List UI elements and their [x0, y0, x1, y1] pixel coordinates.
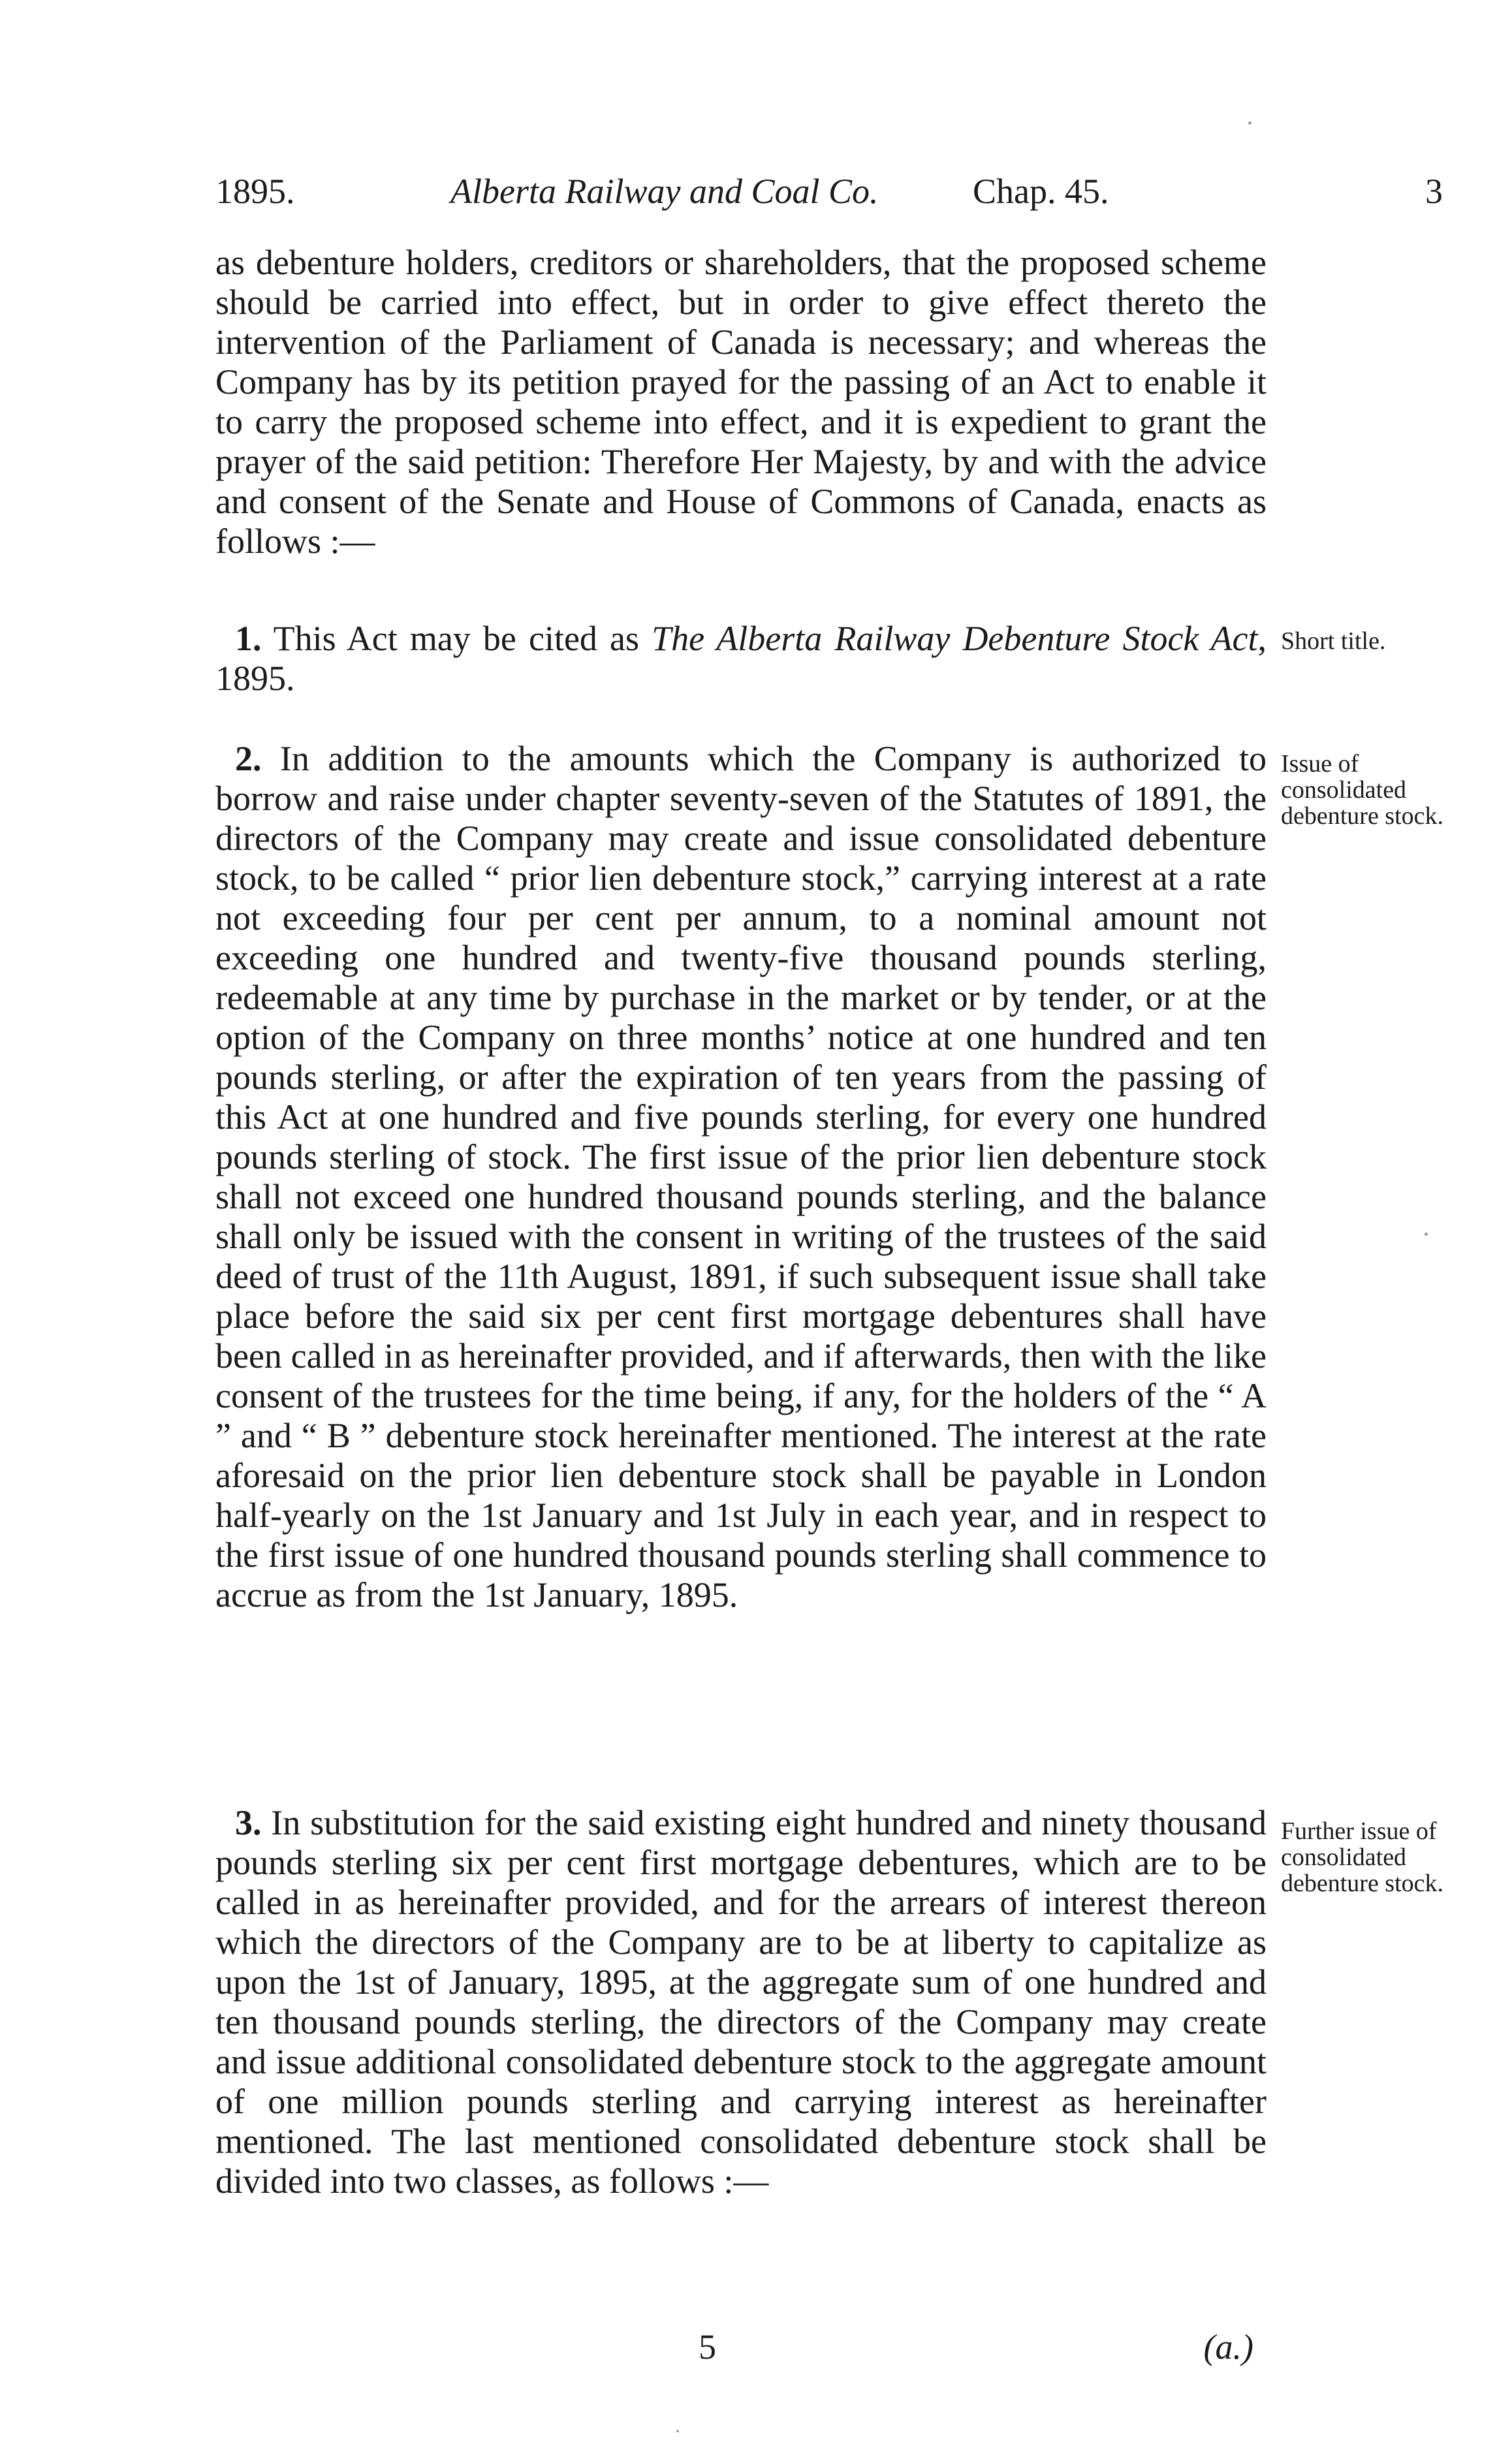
section-2-text: In addition to the amounts which the Company is authorized to borrow and raise under chapter seventy-seven of the Statutes of 1891, the directors of the Company may create and issue consolidated debenture stock, to be called “ prior lien debenture stock,” carrying interest at a rate not exceeding four per cent per annum, to a nominal amount not exceeding one hundred and twenty-five thousand pounds sterling, redeemable at any time by purchase in the market or by tender, or at the option of the Company on three months’ notice at one hundred and ten pounds sterling, or after the expiration of ten years from the passing of this Act at one hundred and five pounds sterling, for every one hundred pounds sterling of stock. The first issue of the prior lien debenture stock shall not exceed one hundred thousand pounds sterling, and the balance shall only be issued with the consent in writing of the trustees of the said deed of trust of the 11th August, 1891, if such subsequent issue shall take place before the said six per cent first mortgage debentures shall have been called in as hereinafter provided, and if afterwards, then with the like consent of the trustees for the time being, if any, for the holders of the “ A ” and “ B ” debenture stock hereinafter mentioned. The interest at the rate aforesaid on the prior lien debenture stock shall be payable in London half-yearly on the 1st January and 1st July in each year, and in respect to the first issue of one hundred thousand pounds sterling shall commence to accrue as from the 1st January, 1895. — [215, 739, 1267, 1614]
section-1 — [215, 619, 1267, 699]
section-1-text-after: , 1895. — [215, 619, 1267, 698]
sidenote-short-title: Short title. — [1281, 627, 1386, 655]
section-1-number: 1. — [235, 619, 262, 658]
section-3-paragraph — [215, 1803, 1267, 2201]
paper-speck — [1248, 121, 1252, 125]
header-page-number: 3 — [1425, 172, 1443, 211]
section-3-text: In substitution for the said existing eight hundred and ninety thousand pounds sterling six per cent first mortgage debentures, which are to be called in as hereinafter provided, and for the arrears of interest thereon which the directors of the Company are to be at liberty to capitalize as upon the 1st of January, 1895, at the aggregate sum of one hundred and ten thousand pounds sterling, the directors of the Company may create and issue additional consolidated debenture stock to the aggregate amount of one million pounds sterling and carrying interest as hereinafter mentioned. The last mentioned consolidated debenture stock shall be divided into two classes, as follows :— — [215, 1803, 1267, 2201]
section-2-number: 2. — [235, 739, 262, 778]
section-3-number: 3. — [235, 1803, 262, 1842]
signature-mark: 5 — [699, 2327, 716, 2366]
section-1-text-before: This Act may be cited as — [261, 619, 652, 658]
section-2-paragraph — [215, 739, 1267, 1615]
header-chapter: Chap. 45. — [973, 172, 1109, 211]
intro-paragraph — [215, 243, 1267, 561]
paper-speck — [676, 2430, 679, 2432]
section-2 — [215, 739, 1267, 1615]
sidenote-further-issue: Further issue of consolidated debenture stock. — [1281, 1817, 1444, 1897]
intro-text: as debenture holders, creditors or shareholders, that the proposed scheme should be carried into effect, but in order to give effect thereto the intervention of the Parliament of Canada is necessary; and whereas the Company has by its petition prayed for the passing of an Act to enable it to carry the proposed scheme into effect, and it is expedient to grant the prayer of the said petition: Therefore Her Majesty, by and with the advice and consent of the Senate and House of Commons of Canada, enacts as follows :— — [215, 243, 1267, 561]
section-1-paragraph — [215, 619, 1267, 699]
page-footer — [215, 2324, 1267, 2370]
running-head — [215, 168, 1443, 214]
section-1-short-title: The Alberta Railway Debenture Stock Act — [652, 619, 1258, 658]
header-year: 1895. — [215, 172, 295, 211]
paper-speck — [1425, 1233, 1428, 1236]
sheet-mark: (a.) — [1203, 2327, 1253, 2366]
section-3 — [215, 1803, 1267, 2201]
sidenote-issue-consolidated-stock: Issue of consolidated debenture stock. — [1281, 750, 1444, 830]
header-title: Alberta Railway and Coal Co. — [450, 172, 879, 211]
